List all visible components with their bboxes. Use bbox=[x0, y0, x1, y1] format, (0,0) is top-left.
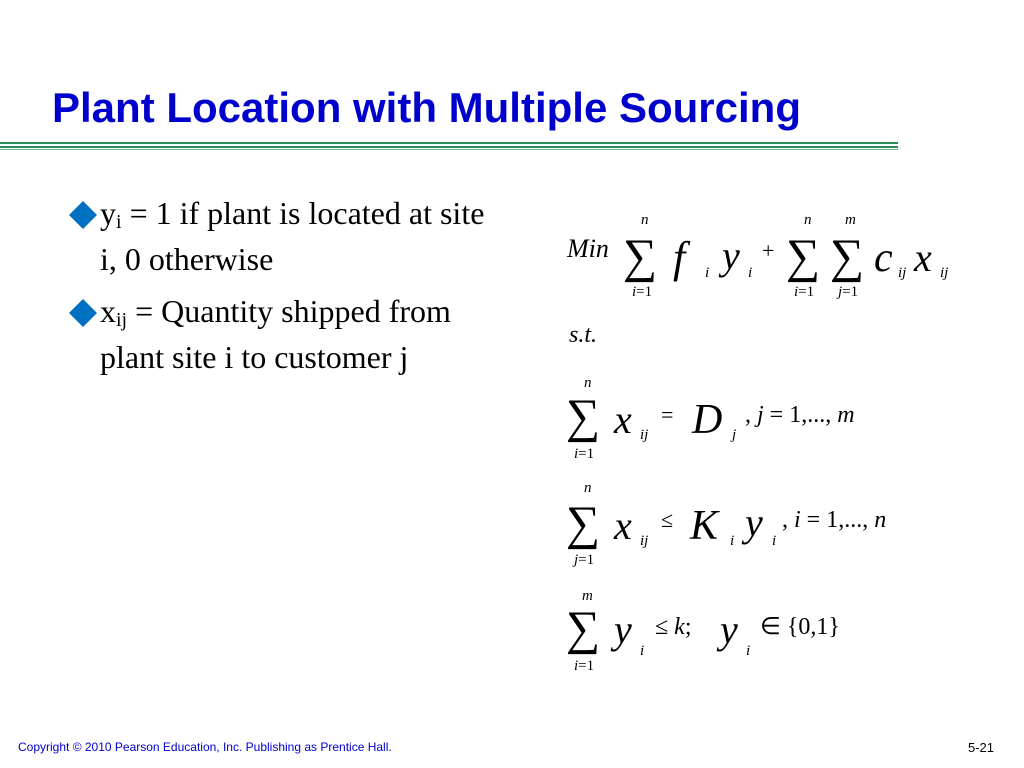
svg-text:, i = 1,..., n: , i = 1,..., n bbox=[782, 507, 887, 533]
svg-text:ij: ij bbox=[640, 533, 649, 549]
bullet-subscript: i bbox=[116, 211, 122, 233]
svg-text:i=1: i=1 bbox=[574, 446, 595, 462]
svg-text:Min: Min bbox=[567, 234, 609, 263]
svg-text:ij: ij bbox=[640, 427, 649, 443]
svg-text:i=1: i=1 bbox=[632, 284, 653, 300]
bullet-text: = Quantity shipped from plant site i to customer j bbox=[100, 293, 451, 375]
svg-text:i: i bbox=[730, 533, 735, 549]
subject-to-label: s.t. bbox=[569, 322, 598, 348]
svg-text:n: n bbox=[584, 480, 592, 496]
svg-text:+: + bbox=[762, 238, 775, 263]
slide-title: Plant Location with Multiple Sourcing bbox=[52, 84, 801, 131]
svg-text:K: K bbox=[690, 503, 719, 549]
svg-text:m: m bbox=[845, 212, 856, 228]
svg-text:y: y bbox=[720, 607, 738, 652]
svg-text:x: x bbox=[914, 235, 932, 280]
svg-text:i: i bbox=[640, 643, 645, 659]
svg-text:∈ {0,1}: ∈ {0,1} bbox=[760, 614, 840, 640]
svg-text:c: c bbox=[874, 235, 893, 281]
constraint-demand bbox=[566, 375, 855, 462]
svg-text:n: n bbox=[641, 212, 649, 228]
svg-text:i: i bbox=[746, 643, 751, 659]
copyright-footer: Copyright © 2010 Pearson Education, Inc. Publishing as Prentice Hall. bbox=[18, 740, 392, 754]
svg-text:≤ k;: ≤ k; bbox=[655, 614, 692, 640]
svg-text:y: y bbox=[614, 607, 632, 652]
objective-function bbox=[566, 212, 948, 300]
svg-text:i=1: i=1 bbox=[574, 658, 595, 674]
svg-text:m: m bbox=[582, 588, 593, 604]
page-number: 5-21 bbox=[968, 740, 995, 755]
svg-text:j: j bbox=[732, 427, 737, 443]
svg-text:x: x bbox=[614, 397, 632, 442]
svg-text:j=1: j=1 bbox=[574, 552, 595, 568]
bullet-subscript: ij bbox=[116, 309, 128, 331]
svg-text:y: y bbox=[745, 500, 763, 545]
svg-text:∑: ∑ bbox=[786, 230, 821, 283]
svg-text:j=1: j=1 bbox=[838, 284, 859, 300]
bullet-variable: x bbox=[100, 293, 116, 329]
svg-text:, j = 1,..., m: , j = 1,..., m bbox=[745, 402, 855, 428]
svg-text:y: y bbox=[722, 233, 740, 278]
svg-text:ij: ij bbox=[940, 265, 949, 281]
bullet-text: = 1 if plant is located at site i, 0 otherwise bbox=[100, 195, 485, 277]
svg-text:∑: ∑ bbox=[566, 390, 601, 443]
svg-text:∑: ∑ bbox=[623, 230, 658, 283]
svg-text:=: = bbox=[661, 402, 674, 427]
svg-text:D: D bbox=[692, 397, 723, 443]
svg-text:ij: ij bbox=[898, 265, 907, 281]
constraint-count bbox=[566, 588, 840, 674]
bullet-variable: y bbox=[100, 195, 116, 231]
svg-text:i: i bbox=[748, 265, 753, 281]
svg-text:x: x bbox=[614, 503, 632, 548]
svg-text:∑: ∑ bbox=[566, 497, 601, 550]
svg-text:∑: ∑ bbox=[566, 602, 601, 655]
constraint-capacity bbox=[566, 480, 886, 568]
svg-text:n: n bbox=[584, 375, 592, 391]
svg-text:i: i bbox=[772, 533, 777, 549]
svg-text:i=1: i=1 bbox=[794, 284, 815, 300]
svg-text:n: n bbox=[804, 212, 812, 228]
svg-text:f: f bbox=[673, 233, 686, 282]
svg-text:∑: ∑ bbox=[830, 230, 865, 283]
svg-text:i: i bbox=[705, 265, 710, 281]
svg-text:≤: ≤ bbox=[661, 507, 674, 532]
